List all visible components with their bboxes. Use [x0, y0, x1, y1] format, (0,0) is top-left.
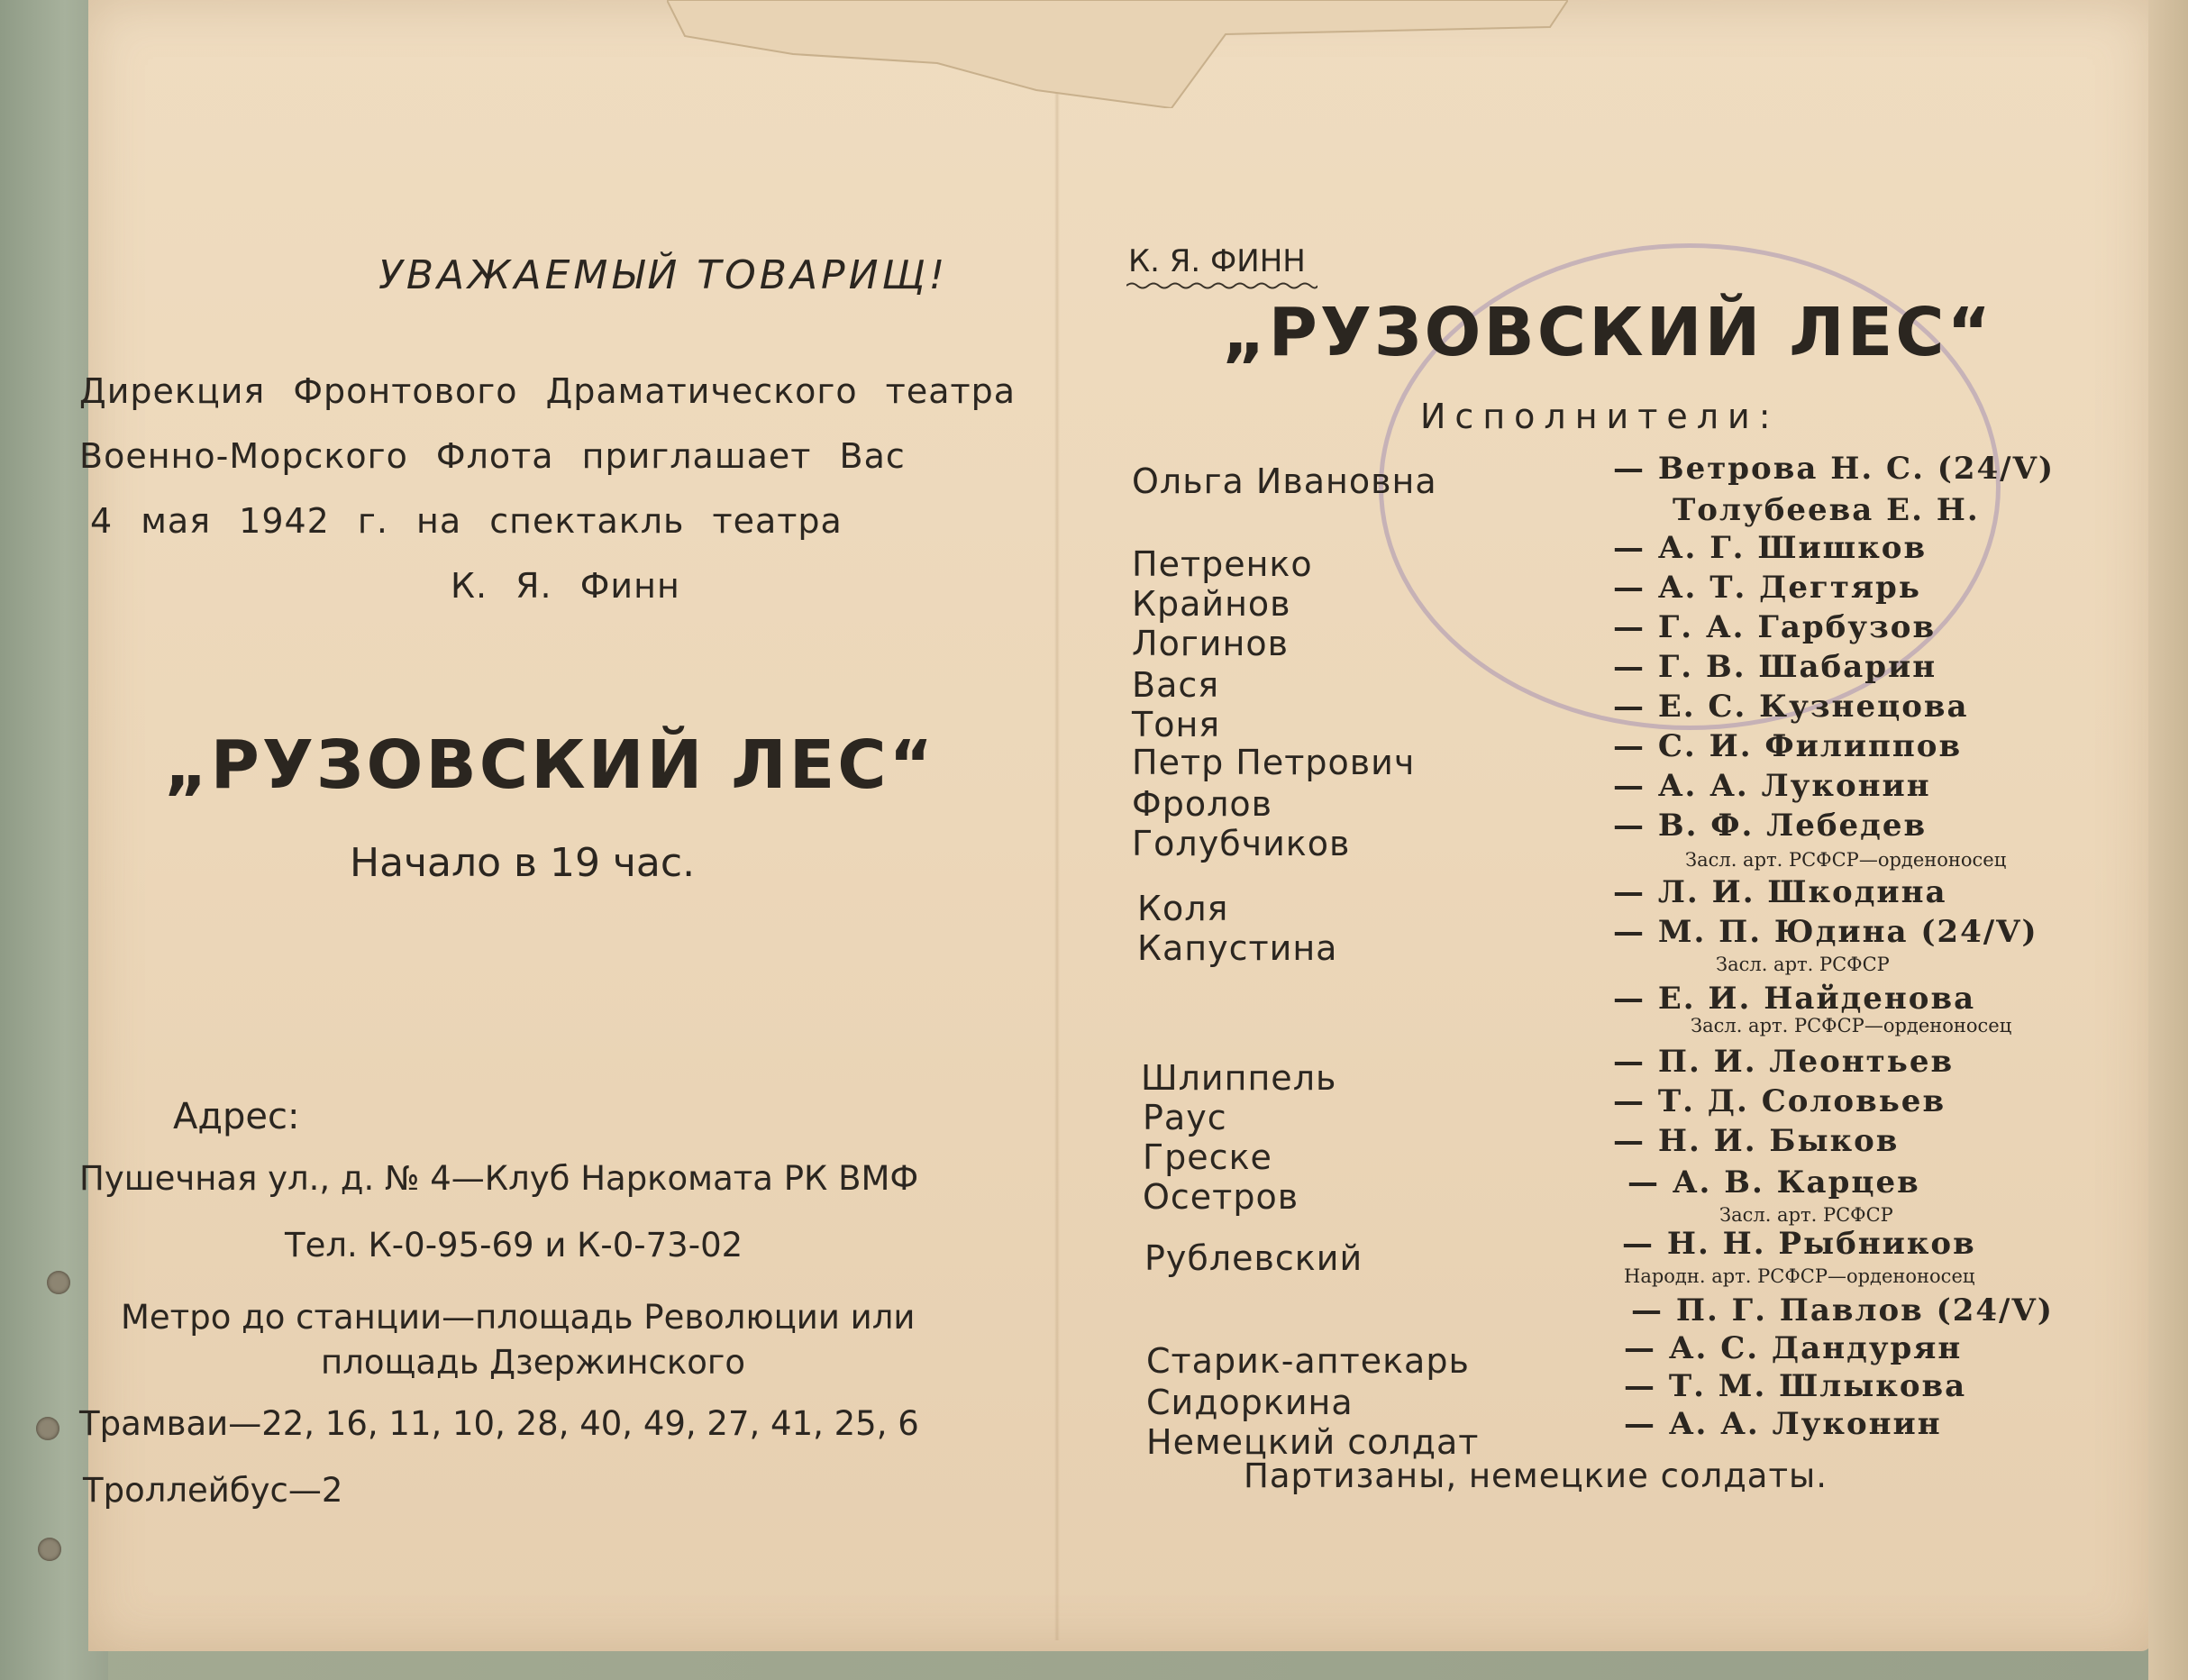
cast-role: Сидоркина: [1146, 1383, 1354, 1422]
cast-actor: — Н. И. Быков: [1613, 1123, 1900, 1159]
cast-role: Крайнов: [1132, 584, 1291, 624]
cast-role: Раус: [1143, 1098, 1227, 1137]
cast-honor-note: Засл. арт. РСФСР—орденоносец: [1685, 849, 2007, 871]
author: К. Я. ФИНН: [1128, 243, 1306, 279]
cast-role: Вася: [1132, 665, 1220, 705]
center-fold: [1054, 54, 1060, 1640]
wavy-underline: [1126, 281, 1317, 290]
cast-actor: — А. А. Луконин: [1624, 1406, 1942, 1442]
cast-actor: — Т. Д. Соловьев: [1613, 1083, 1946, 1119]
cast-actor: — Т. М. Шлыкова: [1624, 1368, 1967, 1404]
cast-actor: — П. Г. Павлов (24/V): [1631, 1292, 2054, 1328]
invitation-line: 4 мая 1942 г. на спектакль театра: [90, 501, 843, 541]
cast-actor: — Е. С. Кузнецова: [1613, 689, 1969, 725]
binder-hole: [36, 1417, 59, 1440]
address-line: Трамваи—22, 16, 11, 10, 28, 40, 49, 27, 41, 25, 6: [79, 1404, 919, 1443]
address-line: Пушечная ул., д. № 4—Клуб Наркомата РК ВМФ: [79, 1159, 919, 1198]
start-time: Начало в 19 час.: [350, 840, 696, 886]
invitation-line: К. Я. Финн: [451, 566, 680, 606]
cast-actor: — А. С. Дандурян: [1624, 1330, 1963, 1366]
cast-actor: — П. И. Леонтьев: [1613, 1044, 1955, 1080]
greeting: УВАЖАЕМЫЙ ТОВАРИЩ!: [378, 252, 949, 298]
cast-actor: — Н. Н. Рыбников: [1622, 1226, 1976, 1262]
cast-role: Коля: [1137, 889, 1229, 928]
page-edge: [2148, 0, 2188, 1680]
cast-actor: — А. Г. Шишков: [1613, 530, 1928, 566]
cast-role: Рублевский: [1144, 1238, 1363, 1278]
cast-role: Старик-аптекарь: [1146, 1341, 1470, 1381]
binder-hole: [38, 1538, 61, 1561]
address-line: Троллейбус—2: [83, 1471, 343, 1510]
cast-actor: — В. Ф. Лебедев: [1613, 808, 1928, 844]
address-line: Тел. К-0-95-69 и К-0-73-02: [285, 1226, 743, 1265]
address-line: площадь Дзержинского: [321, 1343, 745, 1382]
cast-actor: — А. А. Луконин: [1613, 768, 1931, 804]
cast-role: Логинов: [1132, 624, 1289, 663]
cast-role: Капустина: [1137, 928, 1338, 968]
cast-actor: — М. П. Юдина (24/V): [1613, 914, 2038, 950]
cast-honor-note: Засл. арт. РСФСР—орденоносец: [1691, 1015, 2012, 1036]
cast-actor: — Г. А. Гарбузов: [1613, 609, 1937, 645]
cast-actor: — Е. И. Найденова: [1613, 981, 1976, 1017]
invitation-line: Дирекция Фронтового Драматического театра: [79, 371, 1017, 411]
torn-paper-flap: [667, 0, 1568, 108]
cast-role: Осетров: [1143, 1177, 1299, 1217]
cast-role: Ольга Ивановна: [1132, 461, 1437, 501]
cast-role: Голубчиков: [1132, 824, 1351, 863]
cast-role: Греске: [1143, 1137, 1272, 1177]
cast-role: Петренко: [1132, 544, 1313, 584]
cast-role: Петр Петрович: [1132, 743, 1416, 782]
cast-honor-note: Народн. арт. РСФСР—орденоносец: [1624, 1265, 1975, 1287]
invitation-line: Военно-Морского Флота приглашает Вас: [79, 436, 906, 476]
cast-role: Фролов: [1132, 784, 1273, 824]
cast-role: Шлиппель: [1141, 1058, 1337, 1098]
cast-role: Тоня: [1132, 705, 1221, 744]
cast-actor: — Г. В. Шабарин: [1613, 649, 1937, 685]
cast-honor-note: Засл. арт. РСФСР: [1719, 1204, 1893, 1226]
cast-actor: — А. Т. Дегтярь: [1613, 570, 1921, 606]
address-line: Метро до станции—площадь Революции или: [121, 1298, 916, 1337]
cast-role: Немецкий солдат: [1146, 1422, 1480, 1462]
extras-line: Партизаны, немецкие солдаты.: [1244, 1456, 1828, 1495]
play-title-left: „РУЗОВСКИЙ ЛЕС“: [164, 726, 936, 804]
play-title-right: „РУЗОВСКИЙ ЛЕС“: [1222, 294, 1994, 371]
cast-actor: — Ветрова Н. С. (24/V): [1613, 451, 2056, 487]
cast-actor: — С. И. Филиппов: [1613, 728, 1963, 764]
address-label: Адрес:: [173, 1096, 300, 1137]
cast-actor: Толубеева Е. Н.: [1673, 492, 1980, 528]
binder-hole: [47, 1271, 70, 1294]
cast-actor: — А. В. Карцев: [1627, 1164, 1920, 1201]
performers-heading: Исполнители:: [1420, 397, 1780, 436]
cast-actor: — Л. И. Шкодина: [1613, 874, 1947, 910]
cast-honor-note: Засл. арт. РСФСР: [1716, 954, 1890, 975]
